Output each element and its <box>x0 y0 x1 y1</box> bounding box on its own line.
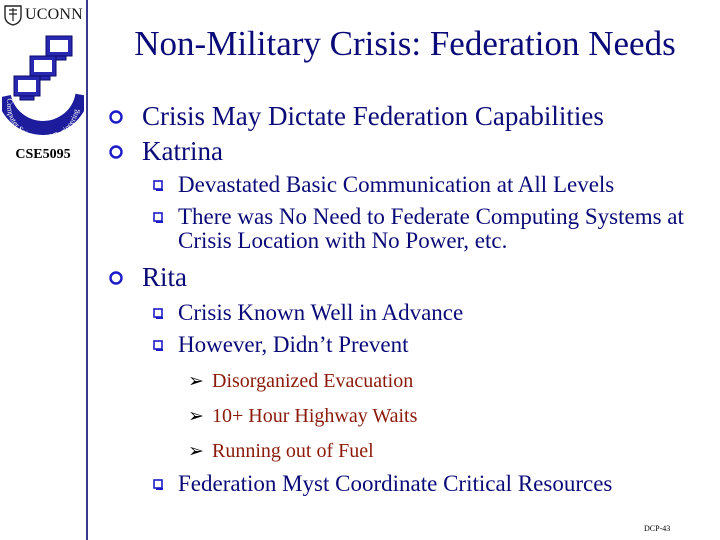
bullet-text: Running out of Fuel <box>212 440 374 462</box>
bullet-level2 <box>153 333 713 357</box>
bullet-level2 <box>153 301 713 325</box>
circle-bullet-icon <box>108 270 124 286</box>
bullet-text: 10+ Hour Highway Waits <box>212 405 418 427</box>
bullet-text: Devastated Basic Communication at All Levels <box>178 172 615 197</box>
bullet-text: Katrina <box>142 136 223 166</box>
bullet-level1 <box>108 136 708 166</box>
bullet-text: Rita <box>142 262 187 292</box>
bullet-level3 <box>188 439 688 463</box>
course-code: CSE5095 <box>15 147 71 162</box>
bullet-text: There was No Need to Federate Computing Systems at Crisis Location with No Power, etc. <box>178 204 684 253</box>
circle-bullet-icon <box>108 144 124 160</box>
bullet-text: Crisis Known Well in Advance <box>178 300 464 325</box>
bullet-text: Disorganized Evacuation <box>212 370 414 392</box>
uconn-header <box>4 2 86 28</box>
arrow-bullet-icon: ➢ <box>188 405 204 427</box>
logo-ring-text: Computer Science and Engineering <box>4 97 81 143</box>
bullet-text: However, Didn’t Prevent <box>178 332 409 357</box>
bullet-level2 <box>153 173 713 197</box>
org-name: UCONN <box>25 6 83 23</box>
bullet-level1 <box>108 101 708 131</box>
square-bullet-icon <box>153 212 164 224</box>
bullet-level1 <box>108 262 708 292</box>
circle-bullet-icon <box>108 109 124 125</box>
square-bullet-icon <box>153 479 164 491</box>
slide-title: Non-Military Crisis: Federation Needs <box>134 24 676 63</box>
square-bullet-icon <box>153 308 164 320</box>
bullet-level3 <box>188 404 688 428</box>
square-bullet-icon <box>153 340 164 352</box>
bullet-level2 <box>153 205 713 253</box>
arrow-bullet-icon: ➢ <box>188 440 204 462</box>
bullet-text: Federation Myst Coordinate Critical Resources <box>178 471 613 496</box>
cse-department-logo <box>2 30 84 152</box>
university-seal-icon <box>4 4 22 26</box>
square-bullet-icon <box>153 180 164 192</box>
page-label: DCP-43 <box>644 524 671 533</box>
bullet-text: Crisis May Dictate Federation Capabilities <box>142 101 604 131</box>
bullet-level2 <box>153 472 718 496</box>
arrow-bullet-icon: ➢ <box>188 370 204 392</box>
bullet-level3 <box>188 369 688 393</box>
sidebar <box>0 0 88 540</box>
